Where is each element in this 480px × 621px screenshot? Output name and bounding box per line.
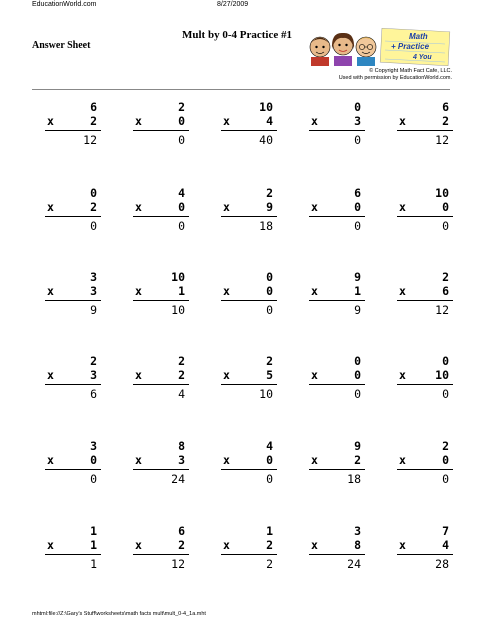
answer: 0 xyxy=(266,303,273,317)
kid-face-icon xyxy=(356,37,376,66)
answer-line xyxy=(133,384,189,385)
multiplier: 2 xyxy=(354,453,361,467)
answer-line xyxy=(45,130,101,131)
problem-r1-c5 xyxy=(391,100,455,150)
answer-line xyxy=(45,300,101,301)
answer-sheet-label: Answer Sheet xyxy=(32,40,91,51)
answer-line xyxy=(221,469,277,470)
problem-r2-c2 xyxy=(127,186,191,236)
multiplicand: 2 xyxy=(442,439,449,453)
multiplicand: 0 xyxy=(354,354,361,368)
answer: 0 xyxy=(266,472,273,486)
answer-line xyxy=(309,554,365,555)
times-sign: x xyxy=(311,200,318,214)
problem-r3-c3 xyxy=(215,270,279,320)
answer: 18 xyxy=(259,219,273,233)
answer-line xyxy=(221,216,277,217)
problem-r2-c3 xyxy=(215,186,279,236)
print-date: 8/27/2009 xyxy=(217,1,249,8)
answer-line xyxy=(133,300,189,301)
times-sign: x xyxy=(399,200,406,214)
answer-line xyxy=(133,130,189,131)
multiplicand: 0 xyxy=(90,186,97,200)
times-sign: x xyxy=(223,453,230,467)
multiplier: 3 xyxy=(354,114,361,128)
header-divider xyxy=(32,89,450,90)
answer: 0 xyxy=(442,219,449,233)
problem-r2-c5 xyxy=(391,186,455,236)
answer-line xyxy=(397,469,453,470)
multiplier: 0 xyxy=(442,453,449,467)
problem-r5-c4 xyxy=(303,439,367,489)
multiplicand: 10 xyxy=(435,186,449,200)
answer: 0 xyxy=(442,387,449,401)
problem-r2-c1 xyxy=(39,186,103,236)
answer: 6 xyxy=(90,387,97,401)
multiplicand: 2 xyxy=(266,354,273,368)
problem-r5-c1 xyxy=(39,439,103,489)
times-sign: x xyxy=(47,200,54,214)
multiplicand: 9 xyxy=(354,439,361,453)
multiplier: 0 xyxy=(442,200,449,214)
multiplicand: 8 xyxy=(178,439,185,453)
multiplier: 2 xyxy=(266,538,273,552)
answer-line xyxy=(133,469,189,470)
answer: 12 xyxy=(83,133,97,147)
answer: 9 xyxy=(90,303,97,317)
times-sign: x xyxy=(399,538,406,552)
multiplier: 0 xyxy=(178,114,185,128)
multiplicand: 6 xyxy=(442,100,449,114)
answer: 40 xyxy=(259,133,273,147)
multiplier: 1 xyxy=(354,284,361,298)
problem-r6-c2 xyxy=(127,524,191,574)
multiplicand: 2 xyxy=(178,354,185,368)
math-practice-logo xyxy=(305,27,451,66)
multiplicand: 2 xyxy=(90,354,97,368)
multiplier: 8 xyxy=(354,538,361,552)
times-sign: x xyxy=(311,453,318,467)
multiplier: 0 xyxy=(266,284,273,298)
multiplier: 3 xyxy=(90,368,97,382)
times-sign: x xyxy=(47,453,54,467)
problem-r5-c2 xyxy=(127,439,191,489)
answer-line xyxy=(309,216,365,217)
permission-line: Used with permission by EducationWorld.com. xyxy=(338,74,452,81)
kid-face-icon xyxy=(332,33,354,66)
problem-grid xyxy=(39,100,449,580)
times-sign: x xyxy=(47,114,54,128)
problem-r3-c2 xyxy=(127,270,191,320)
multiplicand: 10 xyxy=(259,100,273,114)
problem-r4-c1 xyxy=(39,354,103,404)
multiplier: 3 xyxy=(178,453,185,467)
answer-line xyxy=(397,384,453,385)
times-sign: x xyxy=(135,453,142,467)
multiplier: 0 xyxy=(178,200,185,214)
problem-r1-c4 xyxy=(303,100,367,150)
multiplier: 5 xyxy=(266,368,273,382)
answer: 2 xyxy=(266,557,273,571)
multiplicand: 4 xyxy=(266,439,273,453)
times-sign: x xyxy=(399,368,406,382)
multiplier: 2 xyxy=(178,368,185,382)
answer-line xyxy=(45,216,101,217)
problem-r1-c1 xyxy=(39,100,103,150)
times-sign: x xyxy=(47,284,54,298)
times-sign: x xyxy=(399,114,406,128)
multiplicand: 9 xyxy=(354,270,361,284)
times-sign: x xyxy=(47,538,54,552)
copyright-line: © Copyright Math Fact Cafe, LLC. xyxy=(369,68,452,74)
answer-line xyxy=(221,554,277,555)
times-sign: x xyxy=(135,284,142,298)
multiplier: 4 xyxy=(266,114,273,128)
multiplier: 9 xyxy=(266,200,273,214)
multiplicand: 2 xyxy=(266,186,273,200)
answer: 0 xyxy=(354,219,361,233)
multiplicand: 3 xyxy=(90,439,97,453)
answer-line xyxy=(221,300,277,301)
answer: 0 xyxy=(90,472,97,486)
multiplicand: 3 xyxy=(354,524,361,538)
multiplier: 0 xyxy=(354,368,361,382)
multiplicand: 2 xyxy=(178,100,185,114)
answer: 0 xyxy=(442,472,449,486)
answer: 0 xyxy=(178,133,185,147)
multiplier: 1 xyxy=(90,538,97,552)
answer: 0 xyxy=(354,133,361,147)
answer-line xyxy=(309,130,365,131)
multiplier: 1 xyxy=(178,284,185,298)
file-path-footer: mhtml:file://Z:\Gary's Stuff\worksheets\math facts mult\mult_0-4_1a.mht xyxy=(32,611,206,617)
answer-line xyxy=(397,216,453,217)
answer: 0 xyxy=(90,219,97,233)
answer-line xyxy=(309,469,365,470)
multiplicand: 0 xyxy=(354,100,361,114)
multiplicand: 6 xyxy=(178,524,185,538)
multiplier: 0 xyxy=(266,453,273,467)
multiplicand: 1 xyxy=(90,524,97,538)
times-sign: x xyxy=(223,284,230,298)
problem-r4-c3 xyxy=(215,354,279,404)
times-sign: x xyxy=(223,368,230,382)
problem-r3-c1 xyxy=(39,270,103,320)
answer-line xyxy=(221,384,277,385)
times-sign: x xyxy=(399,453,406,467)
problem-r5-c3 xyxy=(215,439,279,489)
answer: 12 xyxy=(435,303,449,317)
answer-line xyxy=(309,300,365,301)
multiplier: 2 xyxy=(442,114,449,128)
answer-line xyxy=(397,554,453,555)
multiplicand: 2 xyxy=(442,270,449,284)
answer-line xyxy=(221,130,277,131)
answer: 12 xyxy=(171,557,185,571)
answer-line xyxy=(45,554,101,555)
times-sign: x xyxy=(135,200,142,214)
problem-r5-c5 xyxy=(391,439,455,489)
answer-line xyxy=(133,554,189,555)
times-sign: x xyxy=(47,368,54,382)
answer: 9 xyxy=(354,303,361,317)
times-sign: x xyxy=(135,538,142,552)
copyright-notice xyxy=(339,68,452,81)
multiplier: 2 xyxy=(90,200,97,214)
multiplicand: 7 xyxy=(442,524,449,538)
problem-r1-c3 xyxy=(215,100,279,150)
problem-r6-c5 xyxy=(391,524,455,574)
multiplier: 10 xyxy=(435,368,449,382)
multiplicand: 6 xyxy=(354,186,361,200)
multiplier: 0 xyxy=(90,453,97,467)
problem-r4-c4 xyxy=(303,354,367,404)
times-sign: x xyxy=(311,538,318,552)
problem-r3-c5 xyxy=(391,270,455,320)
answer-line xyxy=(397,130,453,131)
logo-line-2: + Practice xyxy=(391,42,430,51)
multiplier: 0 xyxy=(354,200,361,214)
problem-r6-c3 xyxy=(215,524,279,574)
times-sign: x xyxy=(311,368,318,382)
times-sign: x xyxy=(135,368,142,382)
problem-r4-c5 xyxy=(391,354,455,404)
multiplier: 2 xyxy=(90,114,97,128)
answer: 28 xyxy=(435,557,449,571)
answer: 18 xyxy=(347,472,361,486)
answer: 24 xyxy=(171,472,185,486)
multiplicand: 0 xyxy=(266,270,273,284)
multiplicand: 0 xyxy=(442,354,449,368)
times-sign: x xyxy=(223,114,230,128)
answer: 10 xyxy=(259,387,273,401)
multiplier: 3 xyxy=(90,284,97,298)
answer: 10 xyxy=(171,303,185,317)
answer: 4 xyxy=(178,387,185,401)
site-name: EducationWorld.com xyxy=(32,1,97,8)
multiplier: 4 xyxy=(442,538,449,552)
problem-r4-c2 xyxy=(127,354,191,404)
multiplicand: 6 xyxy=(90,100,97,114)
times-sign: x xyxy=(311,284,318,298)
times-sign: x xyxy=(223,538,230,552)
logo-line-3: 4 You xyxy=(413,54,432,61)
answer-line xyxy=(133,216,189,217)
multiplicand: 10 xyxy=(171,270,185,284)
kid-face-icon xyxy=(310,37,330,66)
answer: 1 xyxy=(90,557,97,571)
multiplier: 2 xyxy=(178,538,185,552)
answer-line xyxy=(45,469,101,470)
multiplicand: 3 xyxy=(90,270,97,284)
answer-line xyxy=(397,300,453,301)
times-sign: x xyxy=(135,114,142,128)
answer: 0 xyxy=(354,387,361,401)
answer-line xyxy=(45,384,101,385)
multiplicand: 1 xyxy=(266,524,273,538)
times-sign: x xyxy=(223,200,230,214)
problem-r3-c4 xyxy=(303,270,367,320)
multiplicand: 4 xyxy=(178,186,185,200)
problem-r6-c1 xyxy=(39,524,103,574)
problem-r2-c4 xyxy=(303,186,367,236)
times-sign: x xyxy=(399,284,406,298)
logo-line-1: Math xyxy=(409,32,428,41)
answer: 24 xyxy=(347,557,361,571)
times-sign: x xyxy=(311,114,318,128)
answer-line xyxy=(309,384,365,385)
problem-r6-c4 xyxy=(303,524,367,574)
answer: 0 xyxy=(178,219,185,233)
worksheet-title: Mult by 0-4 Practice #1 xyxy=(182,29,292,41)
multiplier: 6 xyxy=(442,284,449,298)
answer: 12 xyxy=(435,133,449,147)
problem-r1-c2 xyxy=(127,100,191,150)
